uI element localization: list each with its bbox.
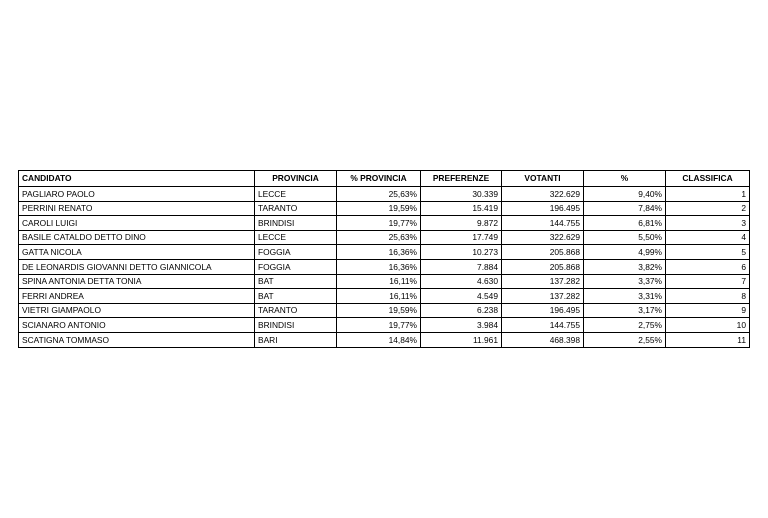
cell-provincia: BAT <box>255 274 337 289</box>
cell-preferenze: 6.238 <box>421 303 502 318</box>
cell-votanti: 322.629 <box>502 230 584 245</box>
cell-preferenze: 7.884 <box>421 259 502 274</box>
cell-candidato: SPINA ANTONIA DETTA TONIA <box>19 274 255 289</box>
cell-preferenze: 9.872 <box>421 216 502 231</box>
cell-candidato: SCIANARO ANTONIO <box>19 318 255 333</box>
cell-percent: 2,75% <box>584 318 666 333</box>
cell-provincia: BRINDISI <box>255 216 337 231</box>
cell-classifica: 6 <box>666 259 750 274</box>
table-row <box>19 289 750 304</box>
cell-classifica: 5 <box>666 245 750 260</box>
cell-percent-provincia: 25,63% <box>337 230 421 245</box>
cell-provincia: BRINDISI <box>255 318 337 333</box>
cell-percent: 6,81% <box>584 216 666 231</box>
cell-percent: 5,50% <box>584 230 666 245</box>
header-row <box>19 171 750 187</box>
cell-candidato: DE LEONARDIS GIOVANNI DETTO GIANNICOLA <box>19 259 255 274</box>
cell-votanti: 137.282 <box>502 289 584 304</box>
cell-candidato: GATTA NICOLA <box>19 245 255 260</box>
cell-votanti: 205.868 <box>502 259 584 274</box>
cell-percent-provincia: 25,63% <box>337 187 421 202</box>
cell-votanti: 144.755 <box>502 216 584 231</box>
cell-candidato: CAROLI LUIGI <box>19 216 255 231</box>
cell-percent-provincia: 16,36% <box>337 259 421 274</box>
table-row <box>19 259 750 274</box>
header-candidato: CANDIDATO <box>19 171 255 187</box>
cell-candidato: SCATIGNA TOMMASO <box>19 332 255 347</box>
cell-classifica: 10 <box>666 318 750 333</box>
cell-votanti: 144.755 <box>502 318 584 333</box>
cell-classifica: 3 <box>666 216 750 231</box>
cell-provincia: BAT <box>255 289 337 304</box>
results-sheet <box>18 170 749 348</box>
cell-percent-provincia: 16,36% <box>337 245 421 260</box>
cell-percent: 7,84% <box>584 201 666 216</box>
cell-preferenze: 4.630 <box>421 274 502 289</box>
cell-classifica: 4 <box>666 230 750 245</box>
cell-votanti: 196.495 <box>502 303 584 318</box>
cell-candidato: FERRI ANDREA <box>19 289 255 304</box>
cell-preferenze: 15.419 <box>421 201 502 216</box>
cell-votanti: 468.398 <box>502 332 584 347</box>
table-row <box>19 216 750 231</box>
cell-percent: 2,55% <box>584 332 666 347</box>
cell-votanti: 196.495 <box>502 201 584 216</box>
cell-classifica: 9 <box>666 303 750 318</box>
cell-percent-provincia: 14,84% <box>337 332 421 347</box>
cell-candidato: PERRINI RENATO <box>19 201 255 216</box>
cell-percent-provincia: 19,59% <box>337 201 421 216</box>
cell-percent-provincia: 19,77% <box>337 216 421 231</box>
cell-votanti: 137.282 <box>502 274 584 289</box>
cell-preferenze: 3.984 <box>421 318 502 333</box>
header-percent-provincia: % PROVINCIA <box>337 171 421 187</box>
cell-candidato: VIETRI GIAMPAOLO <box>19 303 255 318</box>
cell-percent-provincia: 16,11% <box>337 274 421 289</box>
table-row <box>19 274 750 289</box>
table-row <box>19 187 750 202</box>
table-row <box>19 245 750 260</box>
cell-candidato: BASILE CATALDO DETTO DINO <box>19 230 255 245</box>
header-votanti: VOTANTI <box>502 171 584 187</box>
cell-provincia: TARANTO <box>255 303 337 318</box>
cell-percent: 3,17% <box>584 303 666 318</box>
table-row <box>19 201 750 216</box>
cell-percent: 3,37% <box>584 274 666 289</box>
cell-percent: 3,82% <box>584 259 666 274</box>
header-preferenze: PREFERENZE <box>421 171 502 187</box>
cell-classifica: 7 <box>666 274 750 289</box>
cell-provincia: LECCE <box>255 230 337 245</box>
cell-votanti: 322.629 <box>502 187 584 202</box>
cell-votanti: 205.868 <box>502 245 584 260</box>
cell-classifica: 1 <box>666 187 750 202</box>
cell-percent: 4,99% <box>584 245 666 260</box>
table-row <box>19 303 750 318</box>
table-row <box>19 332 750 347</box>
cell-classifica: 2 <box>666 201 750 216</box>
cell-provincia: LECCE <box>255 187 337 202</box>
header-classifica: CLASSIFICA <box>666 171 750 187</box>
cell-percent: 9,40% <box>584 187 666 202</box>
cell-provincia: BARI <box>255 332 337 347</box>
cell-preferenze: 10.273 <box>421 245 502 260</box>
cell-preferenze: 11.961 <box>421 332 502 347</box>
cell-percent: 3,31% <box>584 289 666 304</box>
cell-candidato: PAGLIARO PAOLO <box>19 187 255 202</box>
cell-provincia: FOGGIA <box>255 259 337 274</box>
cell-classifica: 11 <box>666 332 750 347</box>
header-provincia: PROVINCIA <box>255 171 337 187</box>
cell-percent-provincia: 16,11% <box>337 289 421 304</box>
cell-provincia: FOGGIA <box>255 245 337 260</box>
cell-provincia: TARANTO <box>255 201 337 216</box>
cell-preferenze: 30.339 <box>421 187 502 202</box>
results-table <box>18 170 750 348</box>
header-percent: % <box>584 171 666 187</box>
cell-classifica: 8 <box>666 289 750 304</box>
cell-percent-provincia: 19,59% <box>337 303 421 318</box>
cell-preferenze: 4.549 <box>421 289 502 304</box>
cell-preferenze: 17.749 <box>421 230 502 245</box>
cell-percent-provincia: 19,77% <box>337 318 421 333</box>
table-row <box>19 230 750 245</box>
table-row <box>19 318 750 333</box>
